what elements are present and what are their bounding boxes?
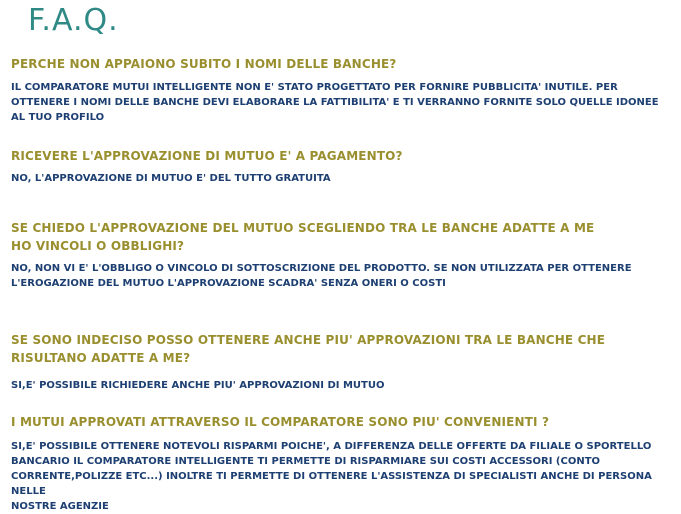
faq-answer-5: SI,E' POSSIBILE OTTENERE NOTEVOLI RISPARMI POICHE', A DIFFERENZA DELLE OFFERTE DA FILIALE O SPORTELLO BANCARIO IL COMPARATORE INTELLIGENTE TI PERMETTE DI RISPARMIARE SUI COSTI ACCESSORI (CONTO CORRENTE,POLIZZE ETC...) INOLTRE TI PERMETTE DI OTTENERE L'ASSISTENZA DI SPECIALISTI ANCHE DI PERSONA NELLE NOSTRE AGENZIE — [11, 441, 652, 512]
faq-answer-4: SI,E' POSSIBILE RICHIEDERE ANCHE PIU' APPROVAZIONI DI MUTUO — [11, 380, 385, 391]
page-title: F.A.Q. — [28, 3, 119, 38]
faq-question-2: RICEVERE L'APPROVAZIONE DI MUTUO E' A PAGAMENTO? — [11, 149, 403, 163]
faq-answer-3: NO, NON VI E' L'OBBLIGO O VINCOLO DI SOTTOSCRIZIONE DEL PRODOTTO. SE NON UTILIZZATA PER OTTENERE L'EROGAZIONE DEL MUTUO L'APPROVAZIONE SCADRA' SENZA ONERI O COSTI — [11, 263, 632, 289]
faq-question-1: PERCHE NON APPAIONO SUBITO I NOMI DELLE BANCHE? — [11, 57, 397, 71]
faq-question-3: SE CHIEDO L'APPROVAZIONE DEL MUTUO SCEGLIENDO TRA LE BANCHE ADATTE A ME HO VINCOLI O OBBLIGHI? — [11, 221, 595, 253]
faq-question-5: I MUTUI APPROVATI ATTRAVERSO IL COMPARATORE SONO PIU' CONVENIENTI ? — [11, 415, 550, 429]
faq-question-4: SE SONO INDECISO POSSO OTTENERE ANCHE PIU' APPROVAZIONI TRA LE BANCHE CHE RISULTANO ADATTE A ME? — [11, 333, 606, 365]
faq-answer-1: IL COMPARATORE MUTUI INTELLIGENTE NON E' STATO PROGETTATO PER FORNIRE PUBBLICITA' INUTILE. PER OTTENERE I NOMI DELLE BANCHE DEVI ELABORARE LA FATTIBILITA' E TI VERRANNO FORNITE SOLO QUELLE IDONEE AL TUO PROFILO — [11, 82, 659, 123]
faq-answer-2: NO, L'APPROVAZIONE DI MUTUO E' DEL TUTTO GRATUITA — [11, 173, 331, 184]
